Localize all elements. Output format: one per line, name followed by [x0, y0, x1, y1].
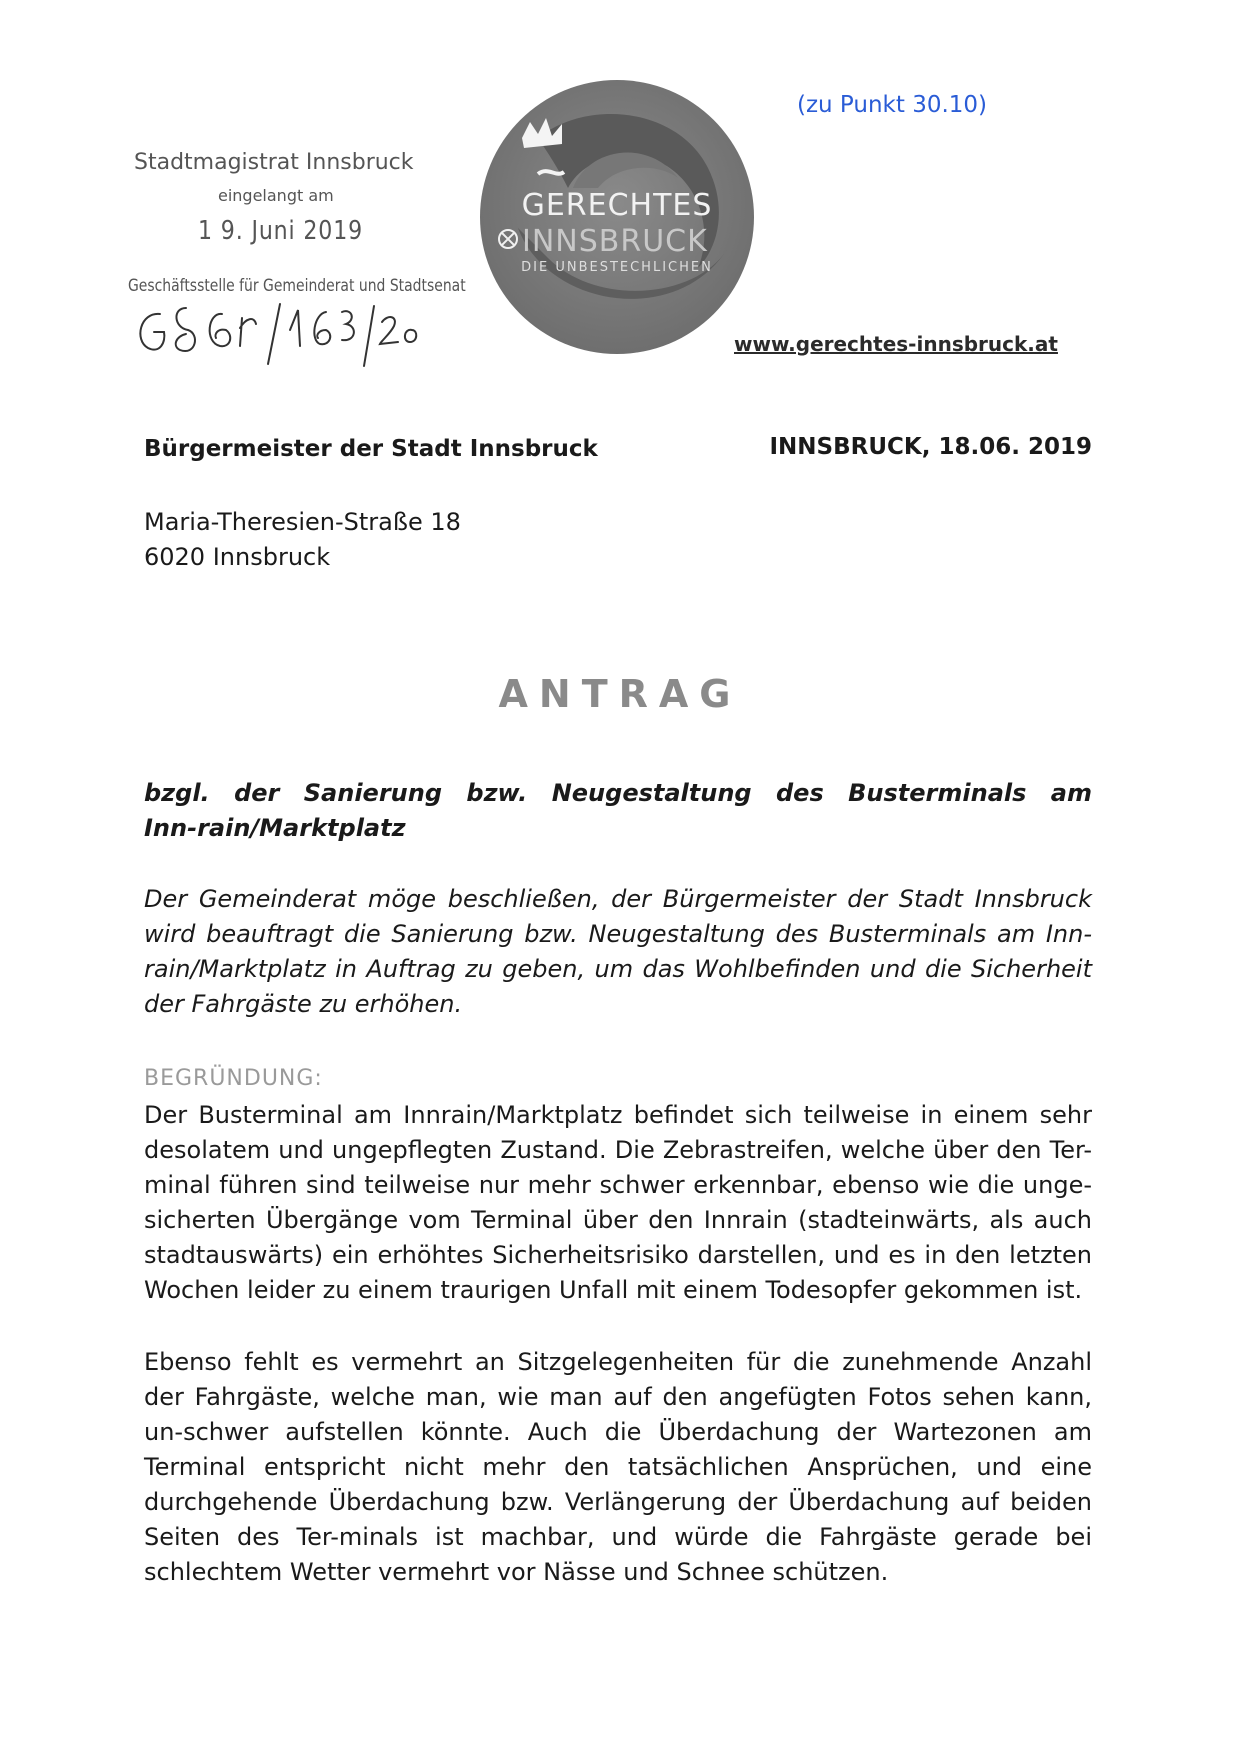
- website-link[interactable]: www.gerechtes-innsbruck.at: [734, 332, 1058, 356]
- logo-line-1: GERECHTES: [521, 188, 713, 223]
- justification-paragraph-1: Der Busterminal am Innrain/Marktplatz befindet sich teilweise in einem sehr desolatem und ungepflegten Zustand. Die Zebrastreifen, welche über den Ter-minal führen sind teilweise nur mehr schwer erkennbar, ebenso wie die unge-sicherten Übergänge vom Terminal über den Innrain (stadteinwärts, als auch stadtauswärts) ein erhöhtes Sicherheitsrisiko darstellen, und es in den letzten Wochen leider zu einem traurigen Unfall mit einem Todesopfer gekommen ist.: [144, 1101, 1092, 1304]
- stamp-office: Stadtmagistrat Innsbruck: [134, 150, 414, 175]
- party-logo: [478, 78, 756, 356]
- document-title: ANTRAG: [498, 672, 742, 716]
- subject-line: bzgl. der Sanierung bzw. Neugestaltung des Busterminals am Inn-rain/Marktplatz: [144, 779, 1092, 842]
- stamp-department: Geschäftsstelle für Gemeinderat und Stadtsenat: [128, 276, 466, 296]
- stamp-date: 1 9. Juni 2019: [198, 216, 364, 246]
- motion-text: Der Gemeinderat möge beschließen, der Bürgermeister der Stadt Innsbruck wird beauftragt die Sanierung bzw. Neugestaltung des Busterminals am Inn-rain/Marktplatz in Auftrag zu geben, um das Wohlbefinden und die Sicherheit der Fahrgäste zu erhöhen.: [144, 885, 1092, 1018]
- justification-heading: BEGRÜNDUNG:: [144, 1066, 323, 1091]
- logo-tagline: DIE UNBESTECHLICHEN: [521, 260, 713, 275]
- stamp-received-label: eingelangt am: [218, 186, 334, 205]
- logo-line-2: INNSBRUCK: [522, 224, 708, 259]
- address-street: Maria-Theresien-Straße 18: [144, 508, 461, 536]
- place-date: INNSBRUCK, 18.06. 2019: [769, 434, 1092, 460]
- reference-note: (zu Punkt 30.10): [797, 92, 988, 118]
- handwritten-file-number: [130, 300, 420, 370]
- address-city: 6020 Innsbruck: [144, 543, 331, 571]
- addressee: Bürgermeister der Stadt Innsbruck: [144, 436, 598, 462]
- justification-paragraph-2: Ebenso fehlt es vermehrt an Sitzgelegenheiten für die zunehmende Anzahl der Fahrgäste, welche man, wie man auf den angefügten Fotos sehen kann, un-schwer aufstellen könnte. Auch die Überdachung der Wartezonen am Terminal entspricht nicht mehr den tatsächlichen Ansprüchen, und eine durchgehende Überdachung bzw. Verlängerung der Überdachung auf beiden Seiten des Ter-minals ist machbar, und würde die Fahrgäste gerade bei schlechtem Wetter vermehrt vor Nässe und Schnee schützen.: [144, 1348, 1092, 1586]
